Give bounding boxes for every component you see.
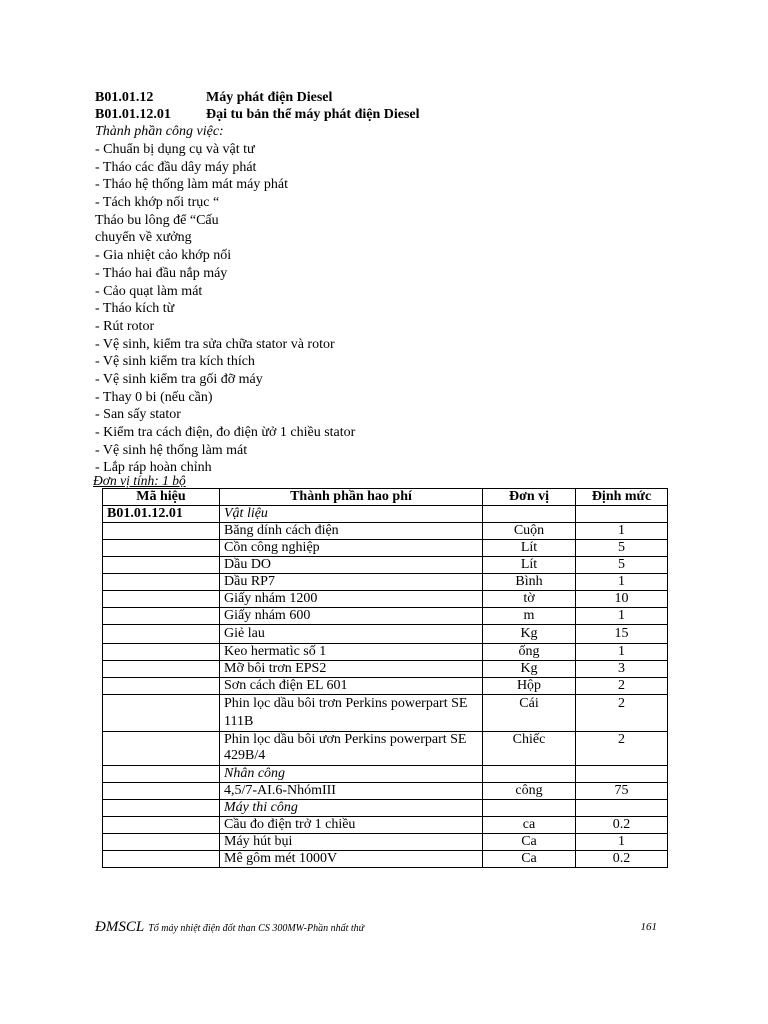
subsection-code: B01.01.12.01: [95, 107, 171, 122]
cell-code: [103, 800, 220, 817]
cell-section-label: Máy thi công: [220, 800, 483, 817]
table-row: [103, 574, 668, 591]
section-code: B01.01.12: [95, 90, 154, 105]
table-row: [103, 523, 668, 540]
cell-section-label: Vật liệu: [220, 506, 483, 523]
cell-item: Dầu RP7: [220, 574, 483, 591]
table-row: [103, 732, 668, 766]
cell-code: [103, 557, 220, 574]
cell-qty: 75: [576, 783, 668, 800]
cell-item: Phin lọc dầu bôi ươn Perkins powerpart SE 429B/4: [220, 732, 483, 766]
header-item: Thành phần hao phí: [220, 489, 483, 506]
cell-qty: 2: [576, 732, 668, 766]
table-row: [103, 766, 668, 783]
cell-qty: [576, 766, 668, 783]
work-steps-list: [95, 141, 355, 477]
cell-unit: Bình: [483, 574, 576, 591]
work-components-title: Thành phần công việc:: [95, 124, 224, 139]
cell-unit: m: [483, 608, 576, 625]
subsection-title: Đại tu bản thể máy phát điện Diesel: [206, 107, 420, 122]
cell-unit: tờ: [483, 591, 576, 608]
cell-code: [103, 817, 220, 834]
subsection-heading: [95, 106, 420, 123]
work-step: - Vệ sinh kiểm tra gối đỡ máy: [95, 371, 263, 387]
unit-note: Đơn vị tính: 1 bộ: [93, 473, 186, 488]
cell-qty: 15: [576, 625, 668, 644]
cell-unit: Ca: [483, 851, 576, 868]
cell-item: Dầu DO: [220, 557, 483, 574]
header-qty: Định mức: [576, 489, 668, 506]
cell-code: [103, 678, 220, 695]
cell-unit: công: [483, 783, 576, 800]
cell-unit: Kg: [483, 661, 576, 678]
cell-qty: [576, 800, 668, 817]
table-row: [103, 557, 668, 574]
cell-qty: 0.2: [576, 817, 668, 834]
work-step: - Rút rotor: [95, 318, 155, 334]
cell-item: Sơn cách điện EL 601: [220, 678, 483, 695]
cell-qty: 5: [576, 540, 668, 557]
cell-item: Giấy nhám 600: [220, 608, 483, 625]
cell-item: Máy hút bụi: [220, 834, 483, 851]
table-row: [103, 591, 668, 608]
work-step: - Tháo kích từ: [95, 301, 175, 317]
cell-qty: 1: [576, 834, 668, 851]
cell-code: [103, 851, 220, 868]
cell-item: Mỡ bôi trơn EPS2: [220, 661, 483, 678]
section-heading: [95, 89, 332, 106]
work-step: - Thay 0 bi (nếu cần): [95, 389, 213, 405]
cell-unit: [483, 506, 576, 523]
table-row: [103, 608, 668, 625]
work-step: - Vệ sinh kiểm tra kích thích: [95, 354, 255, 370]
work-step: - Lắp ráp hoàn chỉnh: [95, 460, 212, 476]
cell-code: [103, 644, 220, 661]
work-step: - Gia nhiệt cảo khớp nối: [95, 248, 232, 264]
header-unit: Đơn vị: [483, 489, 576, 506]
cell-qty: 0.2: [576, 851, 668, 868]
cell-item: Cầu đo điện trở 1 chiều: [220, 817, 483, 834]
table-row: [103, 851, 668, 868]
table-row: [103, 817, 668, 834]
cell-unit: Kg: [483, 625, 576, 644]
page-footer: [95, 918, 657, 936]
cell-item: Cồn công nghiệp: [220, 540, 483, 557]
header-code: Mã hiệu: [103, 489, 220, 506]
cell-unit: ca: [483, 817, 576, 834]
cell-unit: Cuộn: [483, 523, 576, 540]
cell-item: Giấy nhám 1200: [220, 591, 483, 608]
cell-item: Mê gôm mét 1000V: [220, 851, 483, 868]
table-row: [103, 783, 668, 800]
cell-section-label: Nhân công: [220, 766, 483, 783]
cell-qty: 1: [576, 644, 668, 661]
cell-unit: Chiếc: [483, 732, 576, 766]
cell-code: [103, 766, 220, 783]
table-row: [103, 540, 668, 557]
table-row: [103, 834, 668, 851]
work-step: - Chuẩn bị dụng cụ và vật tư: [95, 142, 255, 157]
work-step: - Vệ sinh, kiểm tra sửa chữa stator và rotor: [95, 336, 335, 352]
table-row: [103, 661, 668, 678]
work-step: - San sấy stator: [95, 407, 181, 423]
cell-unit: Lít: [483, 557, 576, 574]
page-number: 161: [640, 921, 657, 933]
work-step: - Tháo các đầu dây máy phát: [95, 159, 257, 175]
cell-item: Băng dính cách điện: [220, 523, 483, 540]
table-row: [103, 625, 668, 644]
footer-brand: ĐMSCL: [95, 919, 145, 935]
cell-qty: 1: [576, 608, 668, 625]
cell-qty: 2: [576, 695, 668, 732]
table-row: [103, 506, 668, 523]
work-step: - Tách khớp nối trục “: [95, 195, 220, 211]
table-row: [103, 644, 668, 661]
table-body: [103, 506, 668, 868]
table-row: [103, 695, 668, 732]
section-title: Máy phát điện Diesel: [206, 90, 333, 105]
cell-code: [103, 834, 220, 851]
cell-item: Keo hermatìc số 1: [220, 644, 483, 661]
cell-code: [103, 695, 220, 732]
cell-qty: [576, 506, 668, 523]
work-step: - Cảo quạt làm mát: [95, 283, 203, 299]
table-header-row: [103, 489, 668, 506]
table-row: [103, 800, 668, 817]
cell-item: 4,5/7-AI.6-NhómIII: [220, 783, 483, 800]
cell-qty: 1: [576, 523, 668, 540]
cell-code: [103, 540, 220, 557]
cell-unit: [483, 766, 576, 783]
work-step: - Tháo hai đầu nắp máy: [95, 265, 228, 281]
work-step: chuyển về xưởng: [95, 230, 192, 246]
table-row: [103, 678, 668, 695]
cell-unit: Ca: [483, 834, 576, 851]
work-step: - Vệ sinh hệ thống làm mát: [95, 442, 248, 458]
cell-item: Giẻ lau: [220, 625, 483, 644]
cell-code: [103, 661, 220, 678]
cell-qty: 1: [576, 574, 668, 591]
work-step: - Kiểm tra cách điện, đo điện ừở 1 chiều stator: [95, 425, 356, 440]
cell-qty: 2: [576, 678, 668, 695]
cell-code: [103, 783, 220, 800]
cell-item: Phin lọc dầu bôi trơn Perkins powerpart SE 111B: [220, 695, 483, 732]
norm-table: [102, 488, 668, 868]
cell-code: [103, 732, 220, 766]
cell-code: [103, 625, 220, 644]
cell-unit: Cái: [483, 695, 576, 732]
work-step: - Tháo hệ thống làm mát máy phát: [95, 177, 288, 193]
cell-unit: Hộp: [483, 678, 576, 695]
cell-code: [103, 608, 220, 625]
cell-unit: [483, 800, 576, 817]
cell-unit: ống: [483, 644, 576, 661]
cell-qty: 10: [576, 591, 668, 608]
cell-qty: 5: [576, 557, 668, 574]
cell-code: [103, 591, 220, 608]
footer-description: Tổ máy nhiệt điện đốt than CS 300MW-Phần nhất thứ: [148, 923, 365, 934]
cell-code: [103, 523, 220, 540]
cell-unit: Lít: [483, 540, 576, 557]
cell-code: B01.01.12.01: [103, 506, 220, 523]
work-step: Tháo bu lông để “Cấu: [95, 212, 219, 228]
cell-code: [103, 574, 220, 591]
cell-qty: 3: [576, 661, 668, 678]
